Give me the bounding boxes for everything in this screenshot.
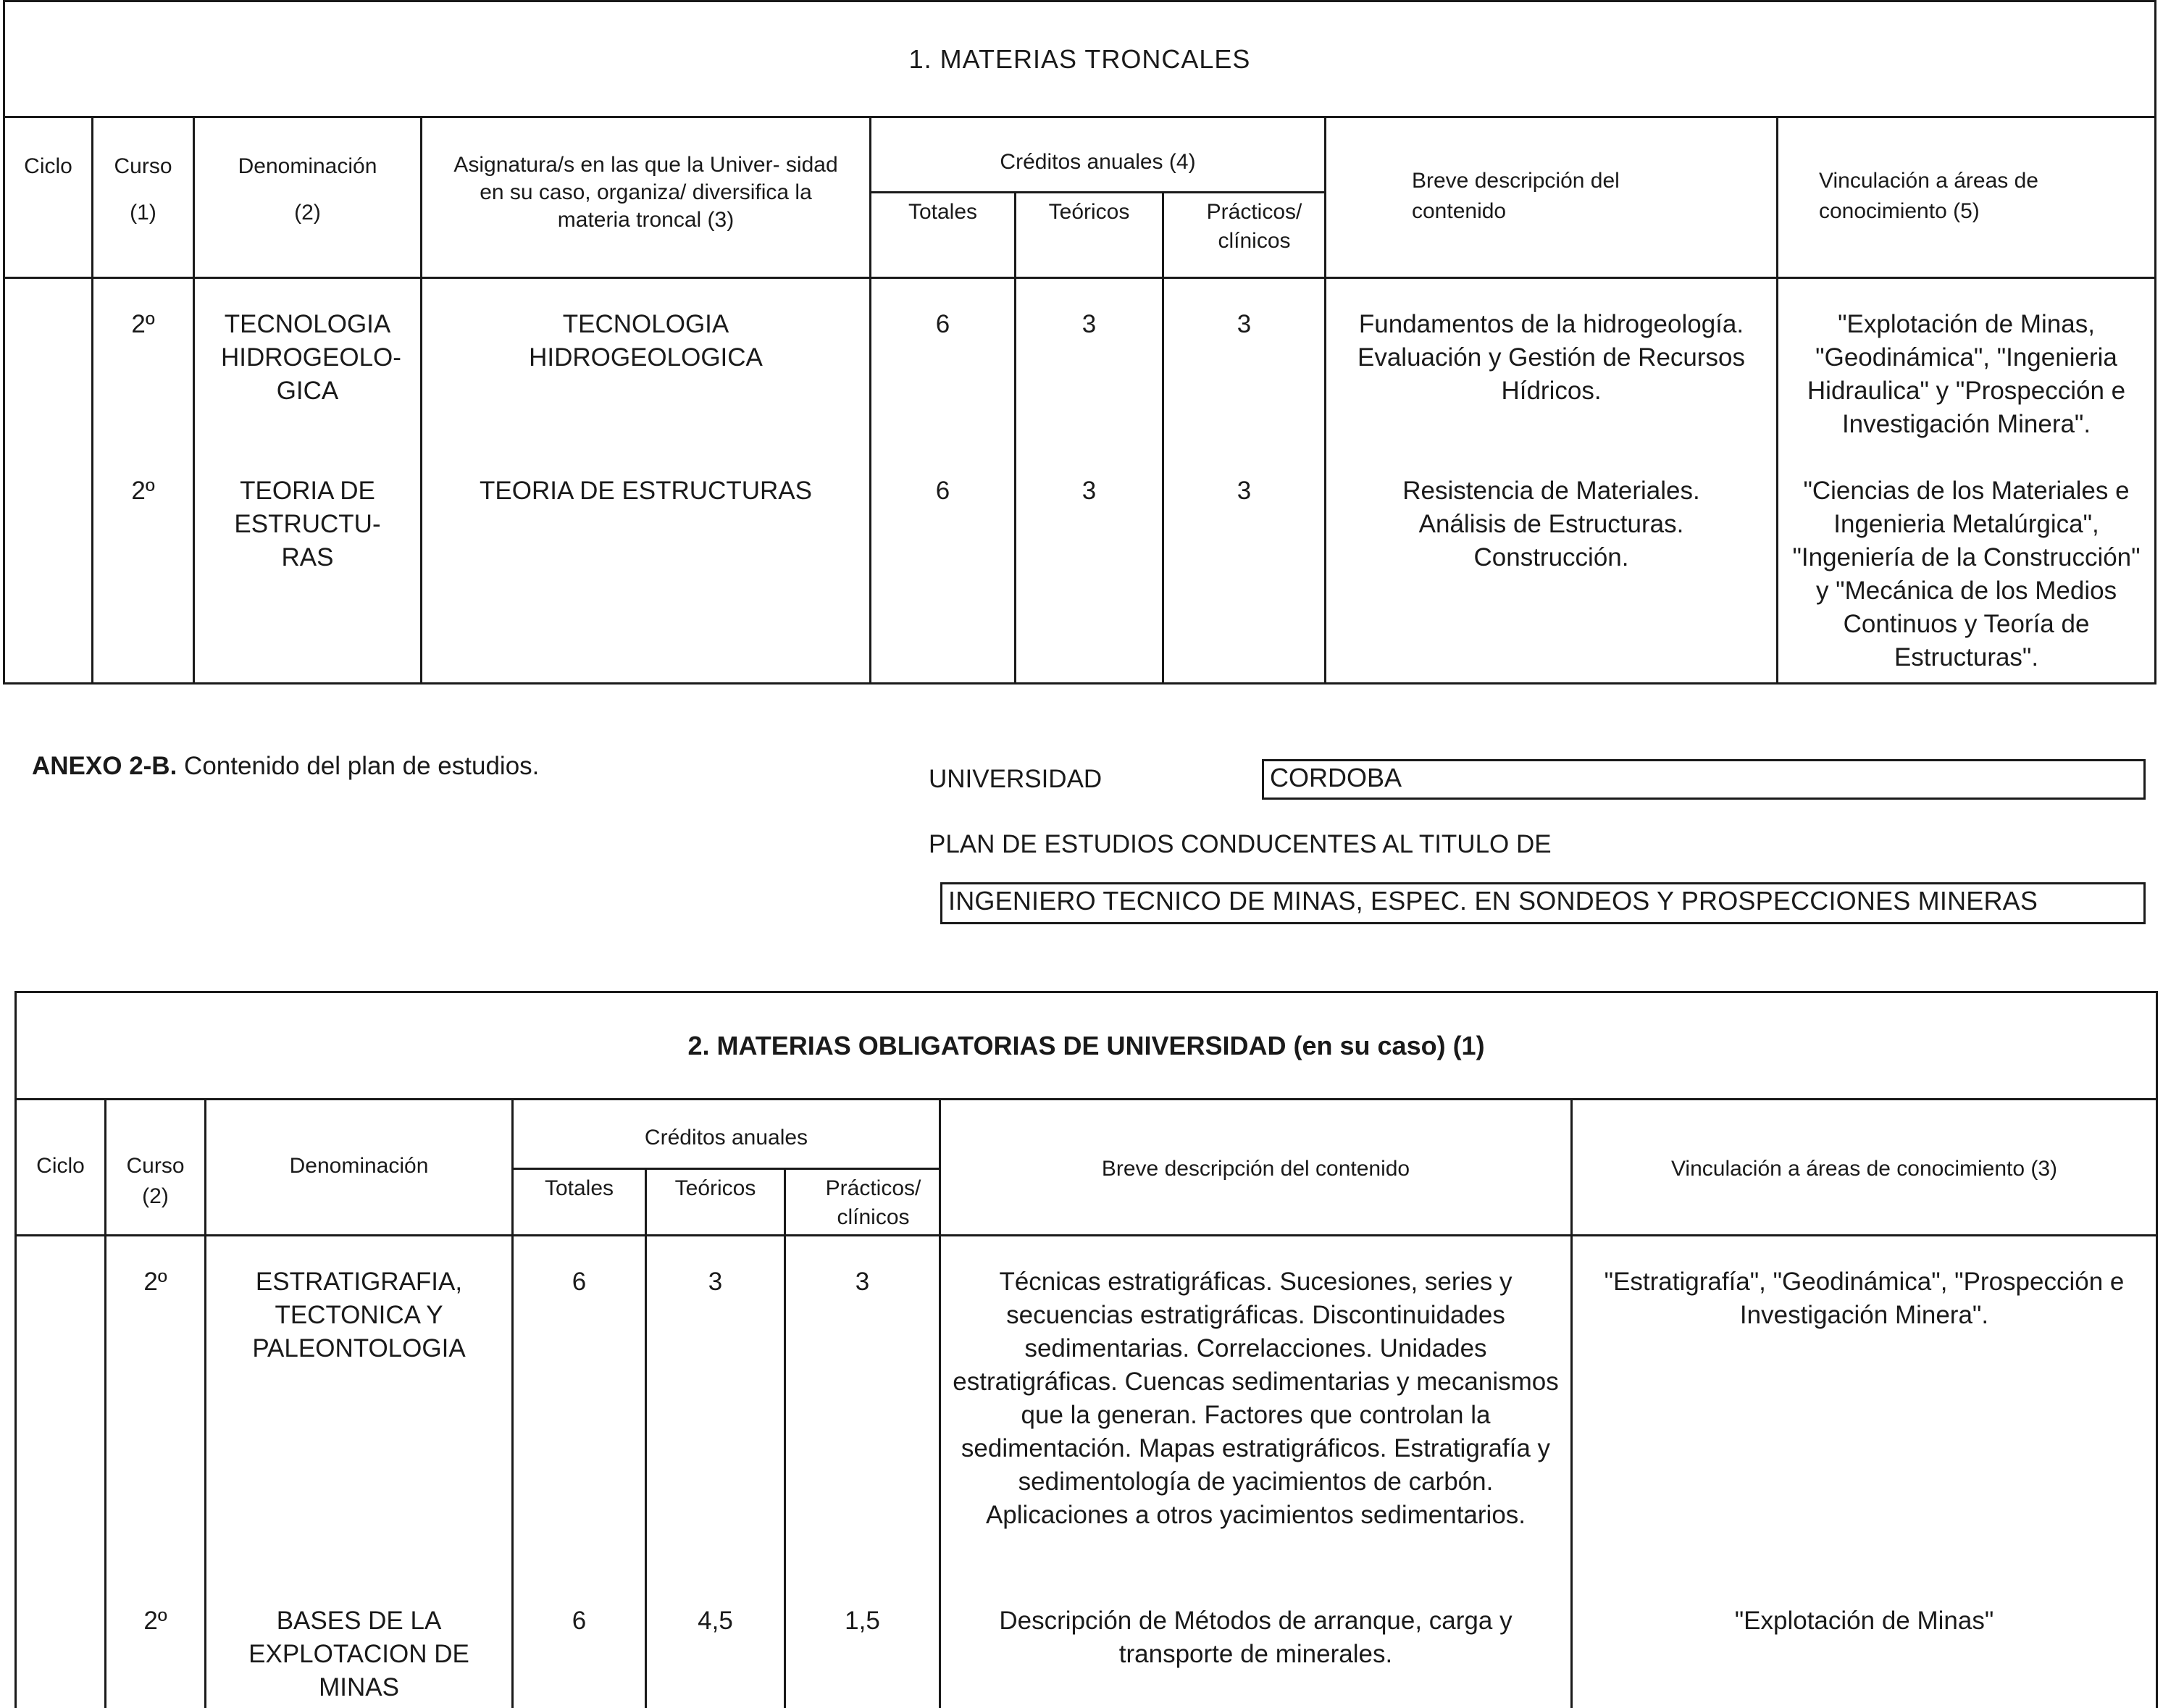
header-vinculacion: Vinculación a áreas de conocimiento (3) <box>1572 1100 2157 1236</box>
table-row-teoricos: 4,5 <box>698 1607 733 1635</box>
rows-descripcion <box>1326 278 1778 684</box>
rows-practicos <box>1163 278 1326 684</box>
table-row-curso: 2º <box>143 1268 167 1296</box>
materias-obligatorias-table <box>14 991 2158 1708</box>
header-teoricos: Teóricos <box>646 1169 785 1236</box>
table-row-teoricos: 3 <box>708 1268 723 1296</box>
header-denominacion <box>194 117 422 278</box>
table-row-descripcion: Fundamentos de la hidrogeología. Evaluación y Gestión de Recursos Hídricos. <box>1357 310 1745 405</box>
table-title: 1. MATERIAS TRONCALES <box>4 1 2156 117</box>
header-denominacion-note: (2) <box>294 201 321 225</box>
annex-label-text: Contenido del plan de estudios. <box>177 752 540 780</box>
plan-label: PLAN DE ESTUDIOS CONDUCENTES AL TITULO DE <box>929 830 1552 858</box>
header-descripcion: Breve descripción del contenido <box>940 1100 1572 1236</box>
rows-practicos <box>785 1236 940 1708</box>
table-row-totales: 6 <box>572 1268 587 1296</box>
table-row-vinculacion: "Explotación de Minas, "Geodinámica", "Ingenieria Hidraulica" y "Prospección e Investigación Minera". <box>1807 310 2126 438</box>
titulo-field: INGENIERO TECNICO DE MINAS, ESPEC. EN SONDEOS Y PROSPECCIONES MINERAS <box>940 882 2146 924</box>
header-asignatura: Asignatura/s en las que la Univer- sidad en su caso, organiza/ diversifica la materia troncal (3) <box>422 117 871 278</box>
table-row-teoricos: 3 <box>1082 310 1097 338</box>
table-row-vinculacion: "Explotación de Minas" <box>1734 1607 1994 1635</box>
rows-descripcion <box>940 1236 1572 1708</box>
table-row-totales: 6 <box>935 310 950 338</box>
header-practicos: Prácticos/ clínicos <box>1163 193 1326 278</box>
materias-troncales-table <box>3 0 2156 685</box>
header-totales: Totales <box>871 193 1016 278</box>
header-curso-note: (1) <box>130 201 156 225</box>
table-row-totales: 6 <box>572 1607 587 1635</box>
table-row-asignatura: TEORIA DE ESTRUCTURAS <box>480 477 812 505</box>
table-row-practicos: 3 <box>1237 477 1252 505</box>
header-ciclo: Ciclo <box>16 1100 106 1236</box>
table-row-ciclo <box>17 1265 104 1604</box>
rows-teoricos <box>1016 278 1163 684</box>
rows-teoricos <box>646 1236 785 1708</box>
table-row-denominacion: TECNOLOGIA HIDROGEOLO- GICA <box>221 310 401 405</box>
header-ciclo: Ciclo <box>4 117 93 278</box>
table-row-curso: 2º <box>131 477 155 505</box>
rows-ciclo <box>4 278 93 684</box>
rows-asignatura <box>422 278 871 684</box>
header-creditos: Créditos anuales (4) <box>871 117 1326 193</box>
universidad-field: CORDOBA <box>1262 759 2146 800</box>
annex-label-bold: ANEXO 2-B. <box>32 752 177 780</box>
table-row-practicos: 3 <box>1237 310 1252 338</box>
table-row-vinculacion: "Ciencias de los Materiales e Ingenieria Metalúrgica", "Ingeniería de la Construcción" y "Mecánica de los Medios Continuos y Teoría de Estructuras". <box>1792 477 2141 671</box>
header-creditos: Créditos anuales <box>513 1100 940 1169</box>
header-descripcion: Breve descripción del contenido <box>1326 117 1778 278</box>
table-row-vinculacion: "Estratigrafía", "Geodinámica", "Prospección e Investigación Minera". <box>1604 1268 2125 1329</box>
table-row-curso: 2º <box>131 310 155 338</box>
table-row-denominacion: BASES DE LA EXPLOTACION DE MINAS <box>248 1607 469 1701</box>
header-curso-label: Curso <box>114 154 172 178</box>
table-row-curso: 2º <box>143 1607 167 1635</box>
rows-vinculacion <box>1572 1236 2157 1708</box>
table-row-asignatura: TECNOLOGIA HIDROGEOLOGICA <box>529 310 763 372</box>
header-denominacion: Denominación <box>206 1100 513 1236</box>
rows-curso <box>93 278 194 684</box>
rows-vinculacion <box>1778 278 2156 684</box>
universidad-label: UNIVERSIDAD <box>929 765 1103 793</box>
table-row-teoricos: 3 <box>1082 477 1097 505</box>
rows-curso <box>106 1236 206 1708</box>
rows-denominacion <box>206 1236 513 1708</box>
table-row-ciclo <box>5 308 91 474</box>
table-row-practicos: 3 <box>855 1268 870 1296</box>
header-curso: Curso (2) <box>106 1100 206 1236</box>
rows-totales <box>871 278 1016 684</box>
header-curso <box>93 117 194 278</box>
table-title: 2. MATERIAS OBLIGATORIAS DE UNIVERSIDAD (en su caso) (1) <box>16 992 2157 1100</box>
table-row-denominacion: ESTRATIGRAFIA, TECTONICA Y PALEONTOLOGIA <box>252 1268 466 1362</box>
rows-totales <box>513 1236 646 1708</box>
rows-ciclo <box>16 1236 106 1708</box>
header-denominacion-label: Denominación <box>238 154 377 178</box>
table-row-denominacion: TEORIA DE ESTRUCTU- RAS <box>234 477 381 572</box>
table-row-descripcion: Resistencia de Materiales. Análisis de Estructuras. Construcción. <box>1402 477 1700 572</box>
annex-label <box>32 752 539 781</box>
header-teoricos: Teóricos <box>1016 193 1163 278</box>
table-row-practicos: 1,5 <box>845 1607 880 1635</box>
table-row-totales: 6 <box>935 477 950 505</box>
header-vinculacion: Vinculación a áreas de conocimiento (5) <box>1778 117 2156 278</box>
header-totales: Totales <box>513 1169 646 1236</box>
table-row-descripcion: Técnicas estratigráficas. Sucesiones, series y secuencias estratigráficas. Discontinuidades sedimentarias. Correlacciones. Unidades estratigráficas. Cuencas sedimentarias y mecanismos que la generan. Factores que controlan la sedimentación. Mapas estratigráficos. Estratigrafía y sedimentología de yacimientos de carbón. Aplicaciones a otros yacimientos sedimentarios. <box>953 1268 1559 1529</box>
table-row-descripcion: Descripción de Métodos de arranque, carga y transporte de minerales. <box>999 1607 1513 1668</box>
header-practicos: Prácticos/ clínicos <box>785 1169 940 1236</box>
rows-denominacion <box>194 278 422 684</box>
